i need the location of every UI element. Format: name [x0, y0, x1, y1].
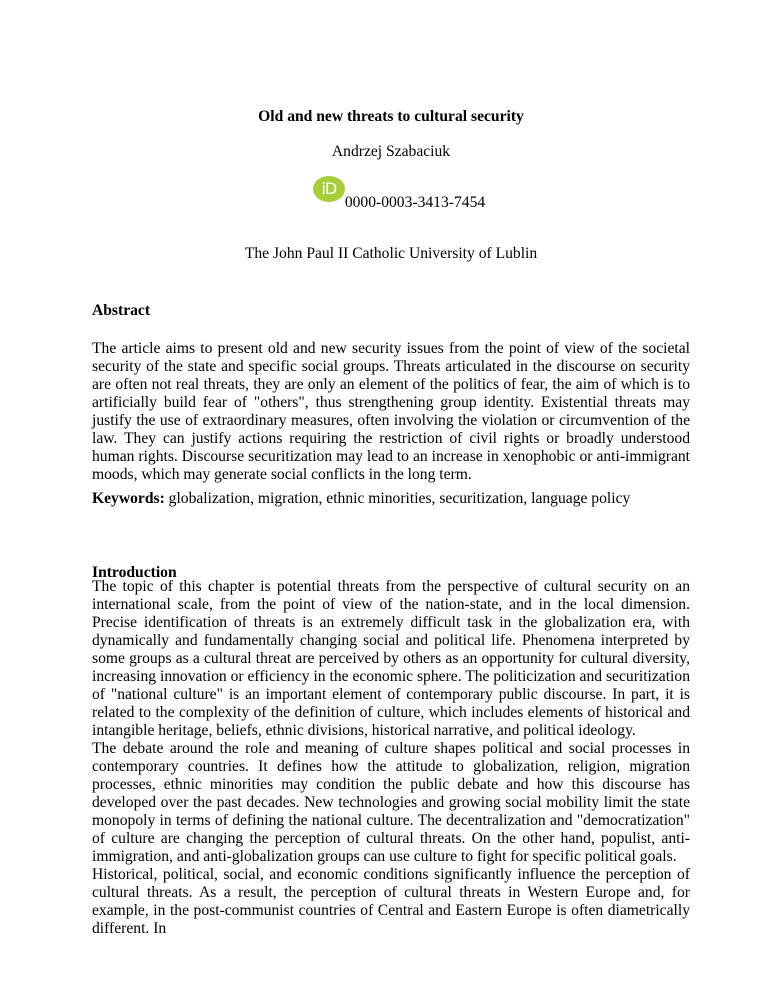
orcid-link[interactable] [313, 176, 485, 212]
author-name: Andrzej Szabaciuk [331, 143, 451, 160]
paper-title: Old and new threats to cultural security [258, 108, 524, 125]
abstract-text: The article aims to present old and new security issues from the point of view of the societal security of the state and specific social groups. Threats articulated in the discourse on security are often not real threats, they are only an element of the politics of fear, the aim of which is to artificially build fear of "others", thus strengthening group identity. Existential threats may justify the use of extraordinary measures, often involving the violation or circumvention of the law. They can justify actions requiring the restriction of civil rights or broadly understood human rights. Discourse securitization may lead to an increase in xenophobic or anti-immigrant moods, which may generate social conflicts in the long term. [92, 340, 690, 483]
intro-paragraph-3: Historical, political, social, and economic conditions significantly influence the perception of cultural threats. As a result, the perception of cultural threats in Western Europe and, for example, in the post-communist countries of Central and Eastern Europe is often diametrically different. In [92, 866, 690, 937]
keywords-line [92, 490, 690, 508]
intro-paragraph-1: The topic of this chapter is potential threats from the perspective of cultural security on an international scale, from the point of view of the nation-state, and in the local dimension. Precise identification of threats is an extremely difficult task in the globalization era, with dynamically and fundamentally changing social and political life. Phenomena interpreted by some groups as a cultural threat are perceived by others as an opportunity for cultural diversity, increasing innovation or efficiency in the economic sphere. The politicization and securitization of "national culture" is an important element of contemporary public discourse. In part, it is related to the complexity of the definition of culture, which includes elements of historical and intangible heritage, beliefs, ethnic divisions, historical narrative, and political ideology. [92, 578, 690, 739]
abstract-heading: Abstract [92, 302, 151, 319]
introduction-heading: Introduction [92, 564, 177, 581]
intro-paragraph-2: The debate around the role and meaning of culture shapes political and social processes in contemporary countries. It defines how the attitude to globalization, religion, migration processes, ethnic minorities may condition the public debate and how this discourse has developed over the past decades. New technologies and growing social mobility limit the state monopoly in terms of defining the national culture. The decentralization and "democratization" of culture are changing the perception of cultural threats. On the other hand, populist, anti-immigration, and anti-globalization groups can use culture to fight for specific political goals. [92, 740, 690, 865]
orcid-row [92, 176, 690, 212]
introduction-body [92, 578, 690, 938]
orcid-icon: iD [313, 176, 345, 202]
orcid-id: 0000-0003-3413-7454 [344, 194, 486, 211]
author-affiliation: The John Paul II Catholic University of Lublin [244, 245, 538, 262]
keywords-list: globalization, migration, ethnic minorities, securitization, language policy [164, 490, 631, 507]
keywords-label: Keywords: [92, 490, 165, 507]
